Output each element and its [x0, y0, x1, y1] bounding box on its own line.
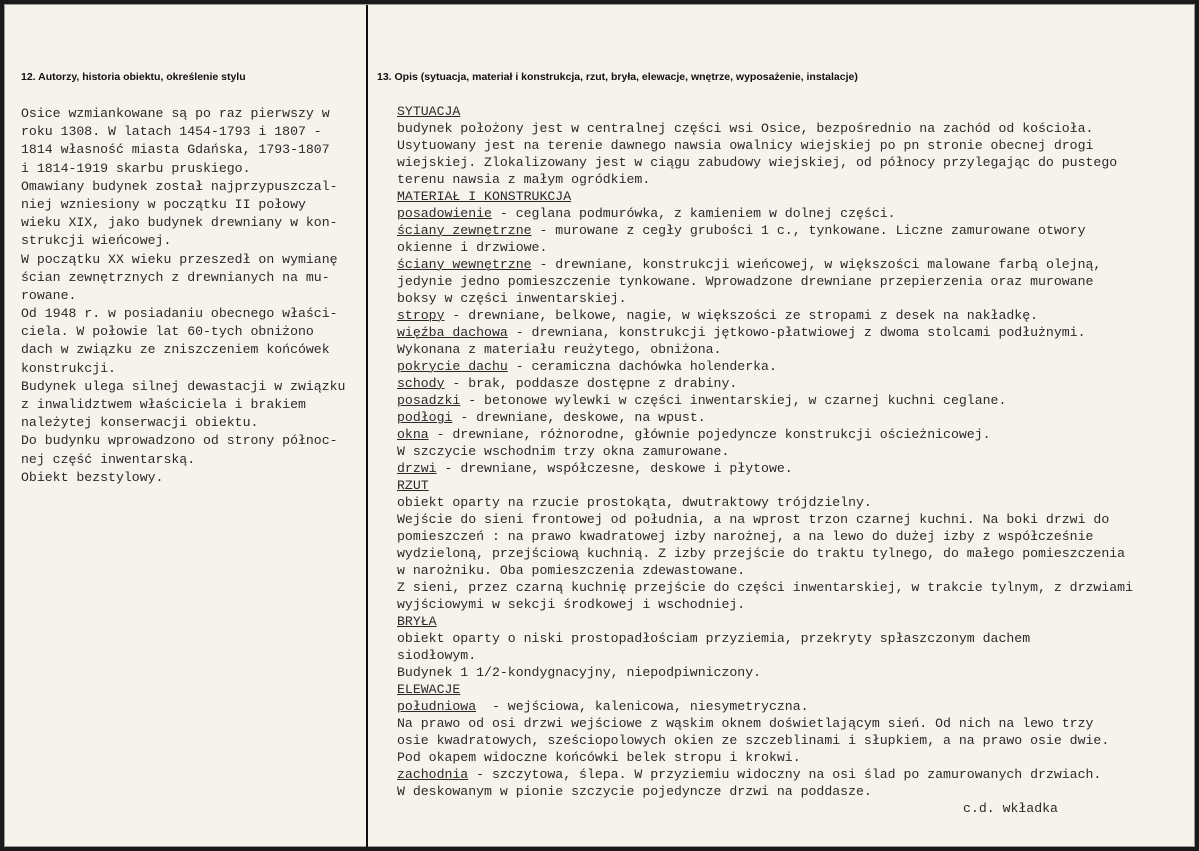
line-text: - murowane z cegły grubości 1 c., tynkowane. Liczne zamurowane otwory [531, 223, 1086, 238]
section-label [397, 477, 1187, 494]
line-text: - drewniana, konstrukcji jętkowo-płatwiowej z dwoma stolcami podłużnymi. [507, 325, 1086, 340]
line-text: boksy w części inwentarskiej. [397, 291, 627, 306]
underlined-term: ściany zewnętrzne [397, 223, 532, 238]
text-line [397, 205, 1187, 222]
text-line [397, 698, 1187, 715]
underlined-term: podłogi [397, 410, 453, 425]
text-line [397, 528, 1187, 545]
text-line: dach w związku ze zniszczeniem końcówek [21, 342, 330, 358]
line-text: osie kwadratowych, sześciopolowych okien ze szczeblinami i słupkiem, a na prawo osie dwie. [397, 733, 1110, 748]
text-line [397, 426, 1187, 443]
line-text: obiekt oparty na rzucie prostokąta, dwutraktowy trójdzielny. [397, 495, 872, 510]
text-line [397, 290, 1187, 307]
section-label [397, 681, 1187, 698]
line-text: obiekt oparty o niski prostopadłościam przyziemia, przekryty spłaszczonym dachem [397, 631, 1031, 646]
line-text: W szczycie wschodnim trzy okna zamurowane. [397, 444, 730, 459]
description-text [397, 103, 1187, 817]
line-text: - drewniane, różnorodne, głównie pojedyncze konstrukcji ościeżnicowej. [428, 427, 991, 442]
text-line [397, 579, 1187, 596]
text-line [397, 664, 1187, 681]
text-line [397, 460, 1187, 477]
text-line [397, 392, 1187, 409]
line-text: siodłowym. [397, 648, 477, 663]
text-line [397, 715, 1187, 732]
underlined-term: ELEWACJE [397, 682, 461, 697]
line-text: Pod okapem widoczne końcówki belek stropu i krokwi. [397, 750, 801, 765]
text-line [397, 239, 1187, 256]
line-text: okienne i drzwiowe. [397, 240, 548, 255]
text-line [397, 630, 1187, 647]
document-sheet [4, 4, 1195, 847]
text-line [397, 749, 1187, 766]
column-divider [366, 5, 368, 848]
line-text: - szczytowa, ślepa. W przyziemiu widoczny na osi ślad po zamurowanych drzwiach. [468, 767, 1102, 782]
text-line: i 1814-1919 skarbu pruskiego. [21, 160, 251, 176]
text-line: nej część inwentarską. [21, 451, 196, 467]
text-line [397, 120, 1187, 137]
line-text: - drewniane, deskowe, na wpust. [452, 410, 706, 425]
text-line: Obiekt bezstylowy. [21, 469, 164, 485]
underlined-term: MATERIAŁ I KONSTRUKCJA [397, 189, 572, 204]
text-line: Do budynku wprowadzono od strony północ- [21, 433, 338, 449]
line-text: wiejskiej. Zlokalizowany jest w ciągu zabudowy wiejskiej, od północy przylegając do pustego [397, 155, 1118, 170]
underlined-term: posadowienie [397, 206, 492, 221]
line-text: wyjściowymi w sekcji środkowej i wschodniej. [397, 597, 746, 612]
text-line [397, 375, 1187, 392]
section-label [397, 103, 1187, 120]
section-label [397, 613, 1187, 630]
underlined-term: okna [397, 427, 429, 442]
line-text: - ceramiczna dachówka holenderka. [507, 359, 777, 374]
text-line [397, 154, 1187, 171]
text-line [397, 494, 1187, 511]
underlined-term: południowa [397, 699, 477, 714]
underlined-term: zachodnia [397, 767, 469, 782]
line-text: Usytuowany jest na terenie dawnego nawsia owalnicy wiejskiej po pn stronie obecnej drogi [397, 138, 1094, 153]
line-text: W deskowanym w pionie szczycie pojedyncze drzwi na poddasze. [397, 784, 872, 799]
text-line [397, 256, 1187, 273]
text-line: niej wzniesiony w początku II połowy [21, 196, 306, 212]
text-line [397, 341, 1187, 358]
line-text: - drewniane, belkowe, nagie, w większości ze stropami z desek na nakładkę. [444, 308, 1039, 323]
text-line [397, 511, 1187, 528]
line-text: - drewniane, konstrukcji wieńcowej, w większości malowane farbą olejną, [531, 257, 1102, 272]
text-line [397, 137, 1187, 154]
text-line: konstrukcji. [21, 360, 116, 376]
section-12-heading: 12. Autorzy, historia obiektu, określenie stylu [21, 71, 246, 83]
underlined-term: ściany wewnętrzne [397, 257, 532, 272]
line-text: - brak, poddasze dostępne z drabiny. [444, 376, 738, 391]
line-text: wydzieloną, przejściową kuchnią. Z izby przejście do traktu tylnego, do małego pomieszczenia [397, 546, 1126, 561]
underlined-term: pokrycie dachu [397, 359, 508, 374]
text-line: Od 1948 r. w posiadaniu obecnego właści- [21, 306, 338, 322]
text-line [397, 647, 1187, 664]
text-line [397, 307, 1187, 324]
line-text: jedynie jedno pomieszczenie tynkowane. Wprowadzone drewniane przepierzenia oraz murowane [397, 274, 1094, 289]
underlined-term: drzwi [397, 461, 437, 476]
text-line [397, 783, 1187, 800]
line-text: - betonowe wylewki w części inwentarskiej, w czarnej kuchni ceglane. [460, 393, 1007, 408]
text-line [397, 596, 1187, 613]
text-line [397, 222, 1187, 239]
line-text: Na prawo od osi drzwi wejściowe z wąskim oknem doświetlającym sień. Od nich na lewo trzy [397, 716, 1094, 731]
text-line: strukcji wieńcowej. [21, 233, 172, 249]
line-text: pomieszczeń : na prawo kwadratowej izby narożnej, a na lewo do dużej izby z współcześnie [397, 529, 1094, 544]
text-line: z inwalidztwem właściciela i brakiem [21, 397, 306, 412]
line-text: Wejście do sieni frontowej od południa, a na wprost trzon czarnej kuchni. Na boki drzwi do [397, 512, 1110, 527]
text-line: ścian zewnętrznych z drewnianych na mu- [21, 269, 330, 285]
line-text: w narożniku. Oba pomieszczenia zdewastowane. [397, 563, 746, 578]
text-line: Budynek ulega silnej dewastacji w związku [21, 378, 346, 394]
underlined-term: RZUT [397, 478, 429, 493]
underlined-term: SYTUACJA [397, 104, 461, 119]
text-line: W początku XX wieku przeszedł on wymianę [21, 251, 338, 267]
text-line [397, 732, 1187, 749]
text-line [397, 545, 1187, 562]
text-line [397, 766, 1187, 783]
text-line: wieku XIX, jako budynek drewniany w kon- [21, 215, 338, 231]
continuation-note: c.d. wkładka [963, 801, 1058, 816]
line-text: Budynek 1 1/2-kondygnacyjny, niepodpiwniczony. [397, 665, 762, 680]
section-label [397, 188, 1187, 205]
line-text: terenu nawsia z małym ogródkiem. [397, 172, 651, 187]
text-line: należytej konserwacji obiektu. [21, 415, 259, 431]
line-text: - drewniane, współczesne, deskowe i płytowe. [436, 461, 793, 476]
text-line [397, 273, 1187, 290]
text-line [397, 443, 1187, 460]
underlined-term: BRYŁA [397, 614, 437, 629]
underlined-term: stropy [397, 308, 445, 323]
text-line: roku 1308. W latach 1454-1793 i 1807 - [21, 124, 322, 140]
underlined-term: więźba dachowa [397, 325, 508, 340]
text-line [397, 409, 1187, 426]
text-line [397, 171, 1187, 188]
text-line: ciela. W połowie lat 60-tych obniżono [21, 324, 314, 340]
text-line [397, 324, 1187, 341]
text-line: rowane. [21, 287, 77, 303]
text-line [397, 562, 1187, 579]
underlined-term: schody [397, 376, 445, 391]
line-text: - wejściowa, kalenicowa, niesymetryczna. [476, 699, 809, 714]
text-line: Osice wzmiankowane są po raz pierwszy w [21, 106, 330, 121]
text-line: 1814 własność miasta Gdańska, 1793-1807 [21, 142, 330, 158]
history-text [21, 105, 366, 487]
underlined-term: posadzki [397, 393, 461, 408]
line-text: - ceglana podmurówka, z kamieniem w dolnej części. [491, 206, 896, 221]
line-text: Wykonana z materiału reużytego, obniżona. [397, 342, 722, 357]
text-line [397, 358, 1187, 375]
section-13-heading: 13. Opis (sytuacja, materiał i konstrukcja, rzut, bryła, elewacje, wnętrze, wyposażenie, instalacje) [377, 71, 858, 83]
line-text: budynek położony jest w centralnej części wsi Osice, bezpośrednio na zachód od kościoła. [397, 121, 1094, 136]
text-line: Omawiany budynek został najprzypuszczal- [21, 178, 338, 194]
line-text: Z sieni, przez czarną kuchnię przejście do części inwentarskiej, w trakcie tylnym, z drzwiami [397, 580, 1133, 595]
